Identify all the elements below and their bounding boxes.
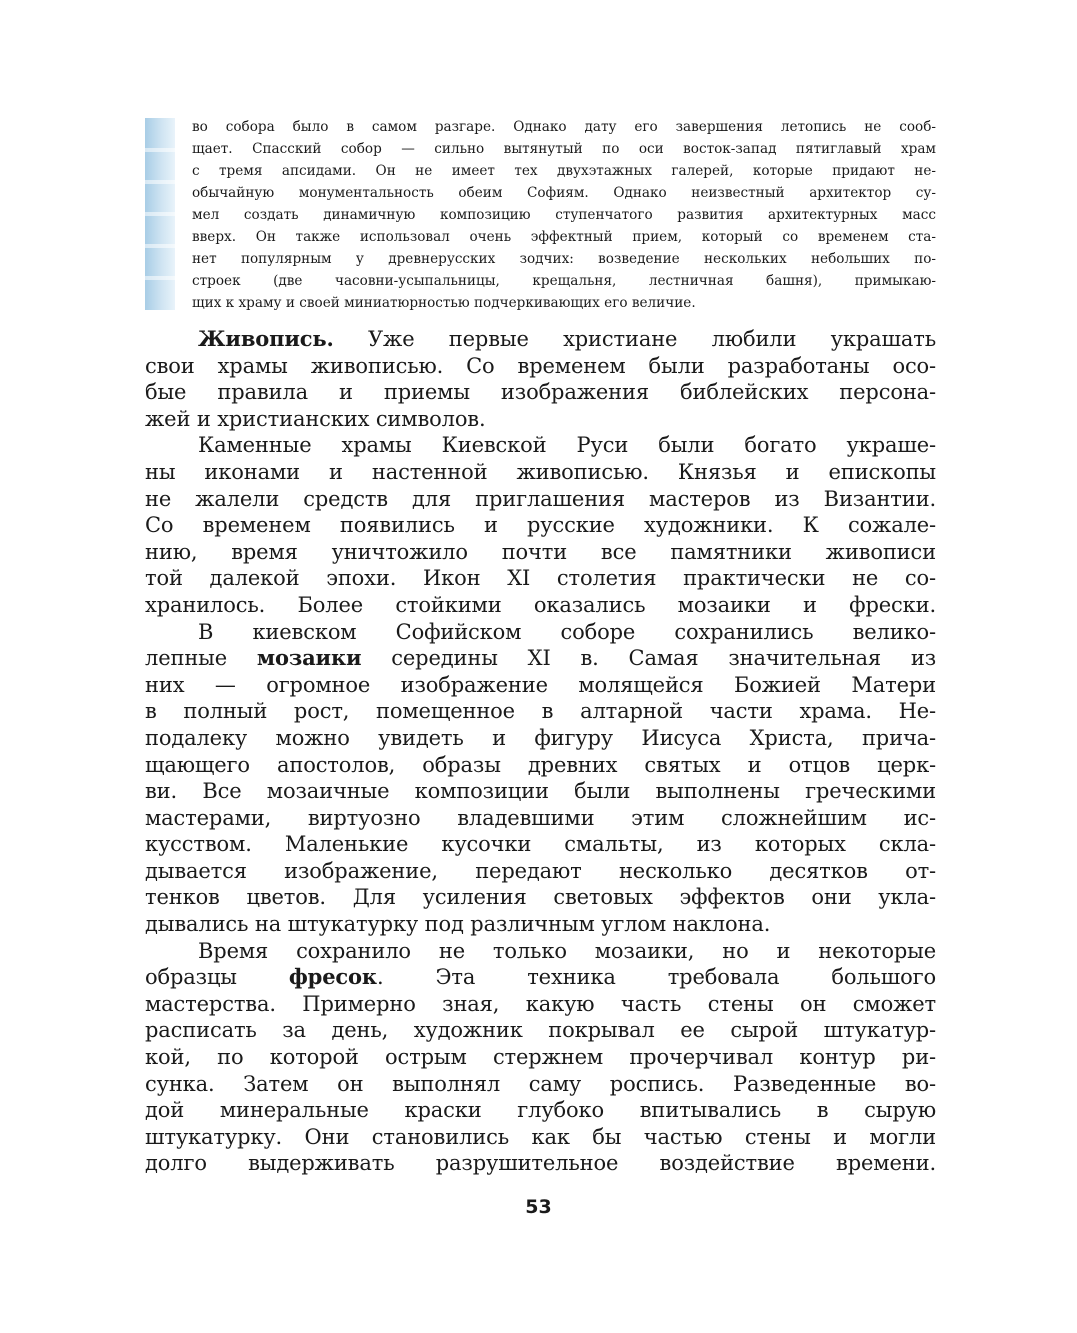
note-line: щих к храму и своей миниатюрностью подчеркивающих его величие. [192,295,696,311]
paragraph-line: в полный рост, помещенное в алтарной части храма. Не- [145,699,936,724]
paragraph-line: той далекой эпохи. Икон XI столетия практически не со- [145,566,936,591]
paragraph-line: жей и христианских символов. [145,406,486,431]
paragraph-line [145,645,936,672]
paragraph-line: сунка. Затем он выполнял саму роспись. Разведенные во- [145,1071,936,1096]
note-line: строек (две часовни-усыпальницы, крещальня, лестничная башня), примыкаю- [192,273,936,289]
paragraph-line: бые правила и приемы изображения библейских персона- [145,380,936,405]
paragraph-line: кусством. Маленькие кусочки смальты, из которых скла- [145,832,936,857]
text-span: лепные [145,646,228,671]
text-span: образцы [145,965,237,990]
paragraph-line: долго выдерживать разрушительное воздействие времени. [145,1151,936,1176]
key-term: фресок [288,964,377,990]
note-line: мел создать динамичную композицию ступенчатого развития архитектурных масс [192,207,936,223]
paragraph-line: дывались на штукатурку под различным углом наклона. [145,912,771,937]
paragraph-line: мастерами, виртуозно владевшими этим сложнейшим ис- [145,805,936,830]
paragraph-line: В киевском Софийском соборе сохранились велико- [198,619,936,644]
paragraph-line: них — огромное изображение молящейся Божией Матери [145,672,936,697]
margin-decor-bar [145,118,175,310]
note-line: нет популярным у древнерусских зодчих: возведение нескольких небольших по- [192,251,936,267]
paragraph-line: штукатурку. Они становились как бы частью стены и могли [145,1124,936,1149]
paragraph-line: подалеку можно увидеть и фигуру Иисуса Христа, прича- [145,725,936,750]
paragraph-line: свои храмы живописью. Со временем были разработаны осо- [145,353,936,378]
note-line: обычайную монументальность обеим Софиям. Однако неизвестный архитектор су- [192,185,936,201]
paragraph-line: ны иконами и настенной живописью. Князья и епископы [145,459,936,484]
note-line: щает. Спасский собор — сильно вытянутый по оси восток-запад пятиглавый храм [192,141,936,157]
paragraph-line: мастерства. Примерно зная, какую часть стены он сможет [145,991,936,1016]
paragraph-line: Со временем появились и русские художники. К сожале- [145,513,936,538]
paragraph-line: дой минеральные краски глубоко впитывались в сырую [145,1098,936,1123]
paragraph-line: ви. Все мозаичные композиции были выполнены греческими [145,779,936,804]
paragraph-line: расписать за день, художник покрывал ее сырой штукатур- [145,1018,936,1043]
note-line: с тремя апсидами. Он не имеет тех двухэтажных галерей, которые придают не- [192,163,936,179]
paragraph-line [145,326,936,353]
text-span: середины XI в. Самая значительная из [391,646,936,671]
paragraph-line: дывается изображение, передают несколько десятков от- [145,858,936,883]
paragraph-line: не жалели средств для приглашения мастеров из Византии. [145,486,936,511]
note-line: во собора было в самом разгаре. Однако дату его завершения летопись не сооб- [192,119,936,135]
paragraph-line: нию, время уничтожило почти все памятники живописи [145,539,936,564]
key-term: мозаики [256,645,362,671]
paragraph-line [145,964,936,991]
page-number: 53 [525,1196,552,1218]
text-span: Уже первые христиане любили украшать [368,327,936,351]
paragraph-line: Время сохранило не только мозаики, но и некоторые [198,938,936,963]
main-text [145,326,936,1177]
paragraph-line: щающего апостолов, образы древних святых и отцов церк- [145,752,936,777]
paragraph-line: хранилось. Более стойкими оказались мозаики и фрески. [145,592,936,617]
supplementary-note [192,116,936,314]
paragraph-line: тенков цветов. Для усиления световых эффектов они укла- [145,885,936,910]
paragraph-line: Каменные храмы Киевской Руси были богато украше- [198,433,936,458]
text-span: . Эта техника требовала большого [376,965,936,990]
note-line: вверх. Он также использовал очень эффектный прием, который со временем ста- [192,229,936,245]
paragraph-line: кой, по которой острым стержнем прочерчивал контур ри- [145,1045,936,1070]
section-heading: Живопись. [198,326,334,351]
